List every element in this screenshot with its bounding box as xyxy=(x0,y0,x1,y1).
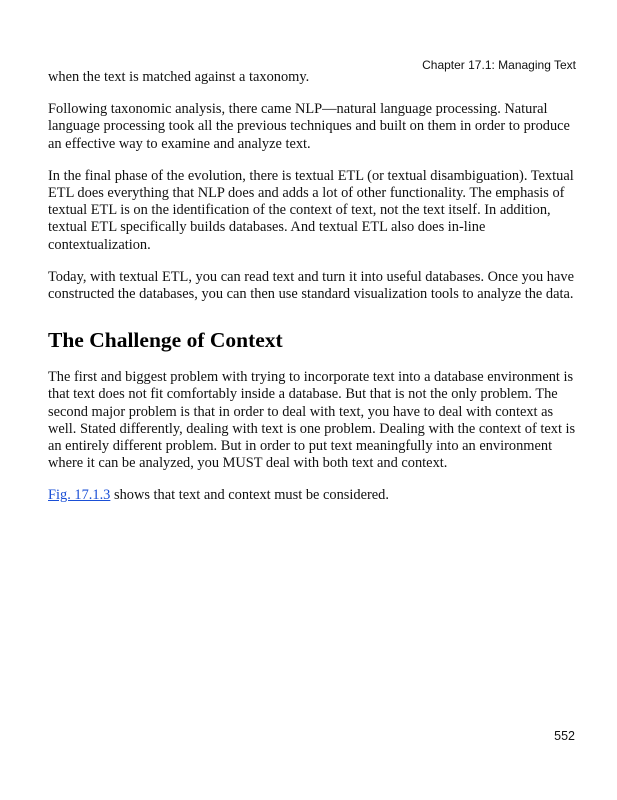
section-heading: The Challenge of Context xyxy=(48,328,283,353)
running-head: Chapter 17.1: Managing Text xyxy=(422,58,576,72)
paragraph-challenge: The first and biggest problem with trying to incorporate text into a database environment is that text does not fit comfortably inside a database. But that is not the only problem. The second major problem is that in order to deal with text, you have to deal with context as well. Stated differently, dealing with text is one problem. Dealing with the context of text is an entirely different problem. But in order to put text meaningfully into an environment where it can be analyzed, you MUST deal with both text and context. xyxy=(48,369,576,472)
paragraph-figure-reference xyxy=(48,487,576,504)
paragraph-today: Today, with textual ETL, you can read text and turn it into useful databases. Once you have constructed the databases, you can then use standard visualization tools to analyze the data. xyxy=(48,268,574,303)
paragraph-textual-etl: In the final phase of the evolution, there is textual ETL (or textual disambiguation). Textual ETL does everything that NLP does and adds a lot of other functionality. The emphasis of textual ETL is on the identification of the context of text, not the text itself. In addition, textual ETL specifically builds databases. And textual ETL also does in-line contextualization. xyxy=(48,167,574,253)
figure-reference-text: shows that text and context must be considered. xyxy=(110,487,389,504)
figure-link[interactable]: Fig. 17.1.3 xyxy=(48,487,111,504)
paragraph-nlp: Following taxonomic analysis, there came NLP—natural language processing. Natural language processing took all the previous techniques and built on them in order to produce an effective way to examine and analyze text. xyxy=(48,101,570,152)
page-number: 552 xyxy=(554,729,575,743)
paragraph-continuation: when the text is matched against a taxonomy. xyxy=(48,69,310,85)
page-content xyxy=(48,69,576,520)
